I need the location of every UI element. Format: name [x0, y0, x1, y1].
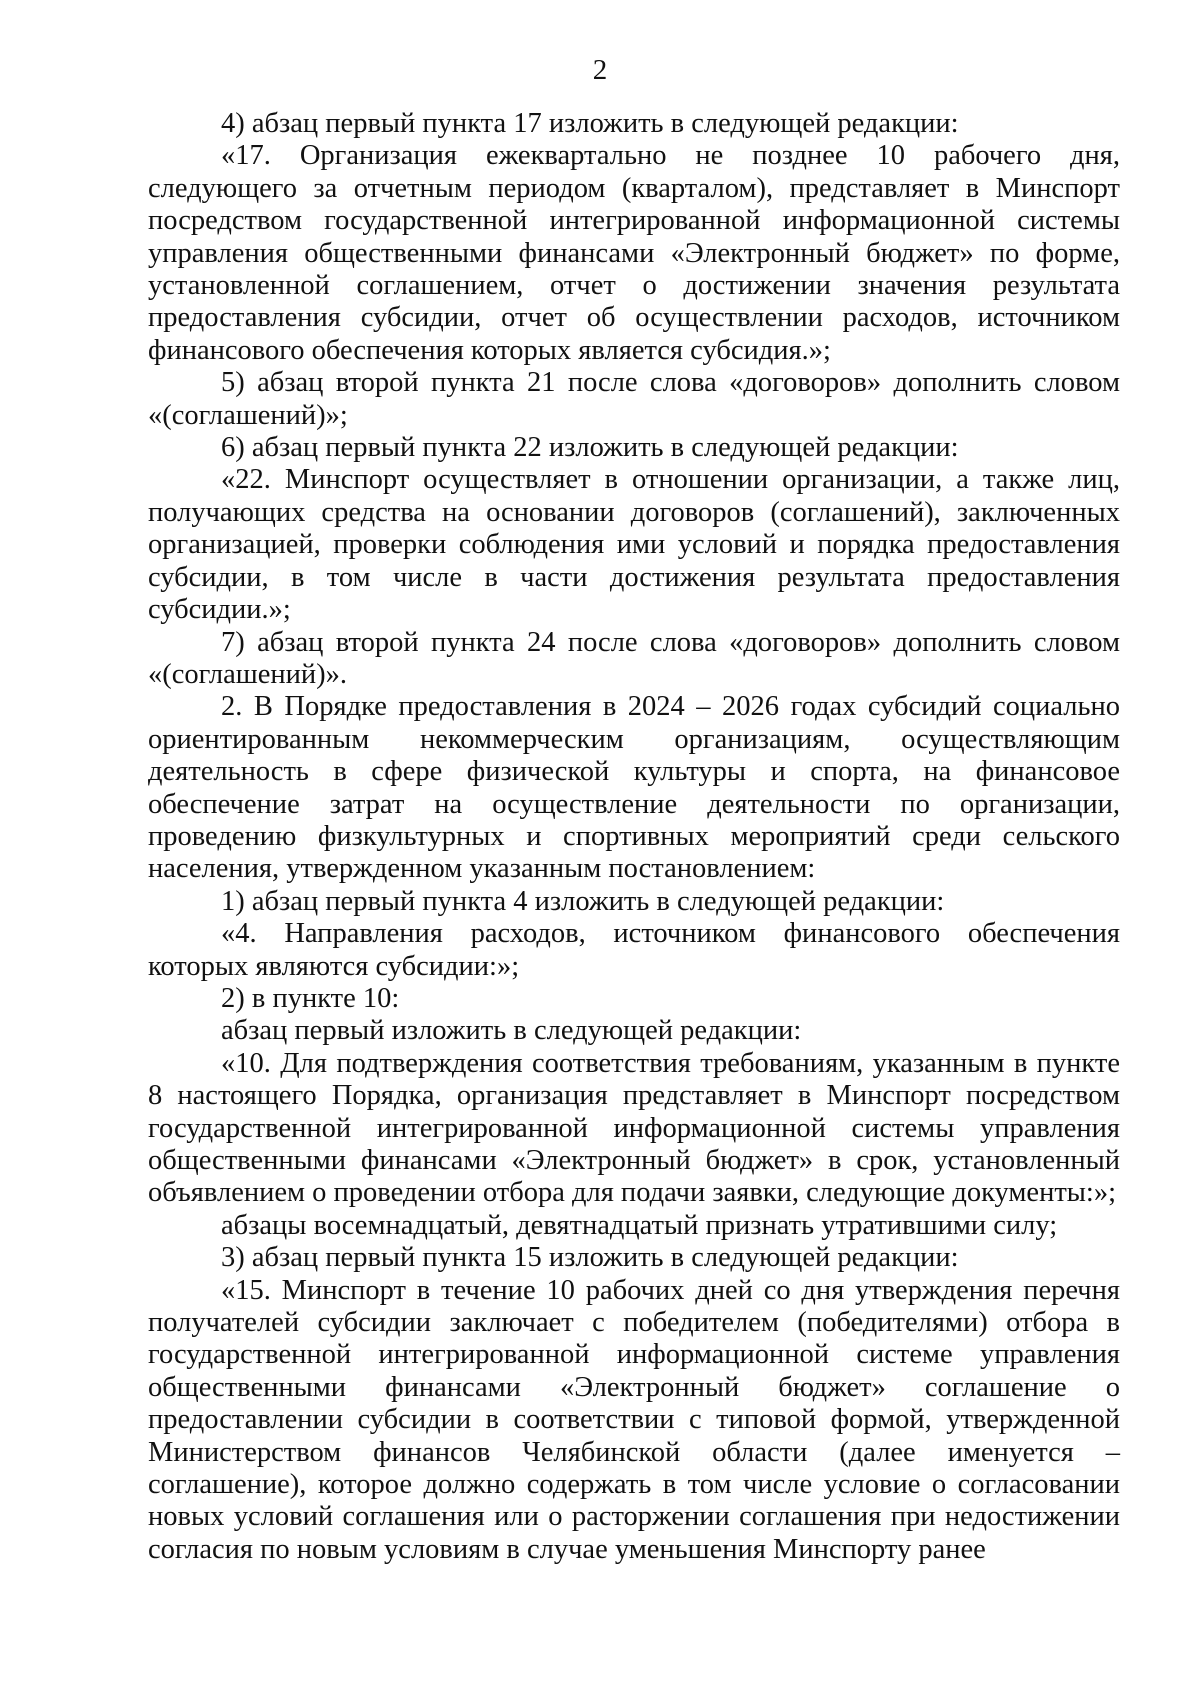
document-body — [148, 108, 1120, 1566]
paragraph: абзац первый изложить в следующей редакции: — [221, 1015, 802, 1047]
paragraph: 6) абзац первый пункта 22 изложить в следующей редакции: — [221, 432, 959, 464]
paragraph: 5) абзац второй пункта 21 после слова «договоров» дополнить словом «(соглашений)»; — [148, 367, 1120, 431]
paragraph: 2. В Порядке предоставления в 2024 – 2026 годах субсидий социально ориентированным некоммерческим организациям, осуществляющим деятельность в сфере физической культуры и спорта, на финансовое обеспечение затрат на осуществление деятельности по организации, проведению физкультурных и спортивных мероприятий среди сельского населения, утвержденном указанным постановлением: — [148, 691, 1120, 885]
paragraph: 7) абзац второй пункта 24 после слова «договоров» дополнить словом «(соглашений)». — [148, 626, 1120, 690]
paragraph: «22. Минспорт осуществляет в отношении организации, а также лиц, получающих средства на основании договоров (соглашений), заключенных организацией, проверки соблюдения ими условий и порядка предоставления субсидии, в том числе в части достижения результата предоставления субсидии.»; — [148, 464, 1120, 626]
paragraph: абзацы восемнадцатый, девятнадцатый признать утратившими силу; — [221, 1209, 1058, 1241]
paragraph: «4. Направления расходов, источником финансового обеспечения которых являются субсидии:»; — [148, 918, 1120, 982]
paragraph: «15. Минспорт в течение 10 рабочих дней со дня утверждения перечня получателей субсидии заключает с победителем (победителями) отбора в государственной интегрированной информационной системе управления общественными финансами «Электронный бюджет» соглашение о предоставлении субсидии в соответствии с типовой формой, утвержденной Министерством финансов Челябинской области (далее именуется – соглашение), которое должно содержать в том числе условие о согласовании новых условий соглашения или о расторжении соглашения при недостижении согласия по новым условиям в случае уменьшения Минспорту ранее — [148, 1274, 1120, 1565]
paragraph: 2) в пункте 10: — [221, 982, 400, 1014]
paragraph: 3) абзац первый пункта 15 изложить в следующей редакции: — [221, 1242, 959, 1274]
paragraph: «10. Для подтверждения соответствия требованиям, указанным в пункте 8 настоящего Порядка, организация представляет в Минспорт посредством государственной интегрированной информационной системы управления общественными финансами «Электронный бюджет» в срок, установленный объявлением о проведении отбора для подачи заявки, следующие документы:»; — [148, 1047, 1120, 1209]
paragraph: 4) абзац первый пункта 17 изложить в следующей редакции: — [221, 108, 959, 139]
paragraph: 1) абзац первый пункта 4 изложить в следующей редакции: — [221, 885, 945, 917]
paragraph: «17. Организация ежеквартально не позднее 10 рабочего дня, следующего за отчетным периодом (кварталом), представляет в Минспорт посредством государственной интегрированной информационной системы управления общественными финансами «Электронный бюджет» по форме, установленной соглашением, отчет о достижении значения результата предоставления субсидии, отчет об осуществлении расходов, источником финансового обеспечения которых является субсидия.»; — [148, 140, 1120, 366]
page-number: 2 — [592, 54, 608, 86]
